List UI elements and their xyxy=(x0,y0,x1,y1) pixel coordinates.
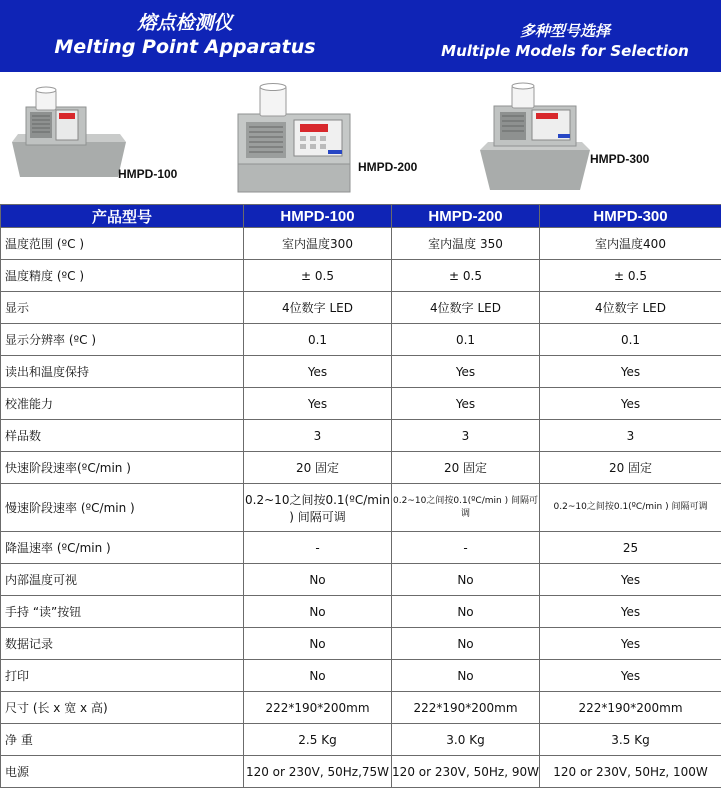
value-cell: 222*190*200mm xyxy=(392,692,540,724)
header-banner xyxy=(0,0,721,72)
subtitle-cn: 多种型号选择 xyxy=(519,22,610,40)
value-cell: 20 固定 xyxy=(392,452,540,484)
title-cn: 熔点检测仪 xyxy=(137,12,233,34)
param-label: 手持 “读”按钮 xyxy=(1,596,244,628)
table-row xyxy=(1,596,721,628)
param-label: 样品数 xyxy=(1,420,244,452)
value-cell: - xyxy=(392,532,540,564)
table-row xyxy=(1,356,721,388)
value-cell: 4位数字 LED xyxy=(540,292,721,324)
value-cell: 0.2~10之间按0.1(ºC/min ) 间隔可调 xyxy=(540,484,721,532)
param-label: 电源 xyxy=(1,756,244,788)
value-cell: ± 0.5 xyxy=(392,260,540,292)
value-cell: 2.5 Kg xyxy=(244,724,392,756)
spec-table xyxy=(0,204,721,788)
value-cell: ± 0.5 xyxy=(244,260,392,292)
table-row xyxy=(1,692,721,724)
param-label: 快速阶段速率(ºC/min ) xyxy=(1,452,244,484)
param-label: 净 重 xyxy=(1,724,244,756)
table-row xyxy=(1,564,721,596)
header-hmpd-200: HMPD-200 xyxy=(392,205,540,228)
value-cell: 120 or 230V, 50Hz, 100W xyxy=(540,756,721,788)
value-cell: Yes xyxy=(540,388,721,420)
image-label-hmpd-300: HMPD-300 xyxy=(590,152,650,166)
header-hmpd-100: HMPD-100 xyxy=(244,205,392,228)
table-row xyxy=(1,324,721,356)
device-image-hmpd-100 xyxy=(8,82,128,187)
value-cell: Yes xyxy=(540,356,721,388)
param-label: 尺寸 (长 x 宽 x 高) xyxy=(1,692,244,724)
value-cell: 3.0 Kg xyxy=(392,724,540,756)
table-row xyxy=(1,660,721,692)
value-cell: 0.1 xyxy=(392,324,540,356)
param-label: 内部温度可视 xyxy=(1,564,244,596)
subtitle-en: Multiple Models for Selection xyxy=(441,42,689,60)
value-cell: ± 0.5 xyxy=(540,260,721,292)
value-cell: Yes xyxy=(540,596,721,628)
value-cell: 0.1 xyxy=(540,324,721,356)
table-row xyxy=(1,388,721,420)
value-cell: Yes xyxy=(540,564,721,596)
value-cell: 室内温度300 xyxy=(244,228,392,260)
table-row xyxy=(1,228,721,260)
value-cell: 0.2~10之间按0.1(ºC/min ) 间隔可调 xyxy=(392,484,540,532)
header-model: 产品型号 xyxy=(1,205,244,228)
value-cell: 4位数字 LED xyxy=(392,292,540,324)
value-cell: Yes xyxy=(244,356,392,388)
param-label: 打印 xyxy=(1,660,244,692)
value-cell: No xyxy=(244,660,392,692)
value-cell: 0.2~10之间按0.1(ºC/min ) 间隔可调 xyxy=(244,484,392,532)
table-row xyxy=(1,420,721,452)
value-cell: Yes xyxy=(540,628,721,660)
value-cell: No xyxy=(392,660,540,692)
value-cell: Yes xyxy=(244,388,392,420)
value-cell: 120 or 230V, 50Hz, 90W xyxy=(392,756,540,788)
value-cell: No xyxy=(244,564,392,596)
header-hmpd-300: HMPD-300 xyxy=(540,205,721,228)
table-row xyxy=(1,724,721,756)
value-cell: No xyxy=(244,596,392,628)
value-cell: 222*190*200mm xyxy=(540,692,721,724)
table-row xyxy=(1,452,721,484)
table-header-row xyxy=(1,205,721,228)
value-cell: 120 or 230V, 50Hz,75W xyxy=(244,756,392,788)
value-cell: 20 固定 xyxy=(540,452,721,484)
value-cell: Yes xyxy=(540,660,721,692)
value-cell: 3 xyxy=(392,420,540,452)
param-label: 读出和温度保持 xyxy=(1,356,244,388)
image-label-hmpd-200: HMPD-200 xyxy=(358,160,418,174)
table-row xyxy=(1,260,721,292)
value-cell: Yes xyxy=(392,356,540,388)
value-cell: No xyxy=(392,596,540,628)
value-cell: - xyxy=(244,532,392,564)
table-row xyxy=(1,484,721,532)
param-label: 校准能力 xyxy=(1,388,244,420)
value-cell: 3 xyxy=(244,420,392,452)
param-label: 温度精度 (ºC ) xyxy=(1,260,244,292)
table-row xyxy=(1,532,721,564)
value-cell: No xyxy=(244,628,392,660)
value-cell: 4位数字 LED xyxy=(244,292,392,324)
value-cell: 20 固定 xyxy=(244,452,392,484)
image-label-hmpd-100: HMPD-100 xyxy=(118,167,178,181)
value-cell: 3 xyxy=(540,420,721,452)
device-image-hmpd-200 xyxy=(232,82,362,197)
product-images xyxy=(0,72,721,205)
value-cell: 室内温度 350 xyxy=(392,228,540,260)
param-label: 慢速阶段速率 (ºC/min ) xyxy=(1,484,244,532)
value-cell: Yes xyxy=(392,388,540,420)
value-cell: 222*190*200mm xyxy=(244,692,392,724)
param-label: 显示 xyxy=(1,292,244,324)
table-row xyxy=(1,628,721,660)
title-en: Melting Point Apparatus xyxy=(54,36,316,58)
table-row xyxy=(1,756,721,788)
param-label: 降温速率 (ºC/min ) xyxy=(1,532,244,564)
value-cell: No xyxy=(392,628,540,660)
value-cell: 3.5 Kg xyxy=(540,724,721,756)
value-cell: 25 xyxy=(540,532,721,564)
table-row xyxy=(1,292,721,324)
param-label: 温度范围 (ºC ) xyxy=(1,228,244,260)
device-image-hmpd-300 xyxy=(478,78,598,198)
value-cell: 室内温度400 xyxy=(540,228,721,260)
value-cell: No xyxy=(392,564,540,596)
value-cell: 0.1 xyxy=(244,324,392,356)
param-label: 数据记录 xyxy=(1,628,244,660)
param-label: 显示分辨率 (ºC ) xyxy=(1,324,244,356)
